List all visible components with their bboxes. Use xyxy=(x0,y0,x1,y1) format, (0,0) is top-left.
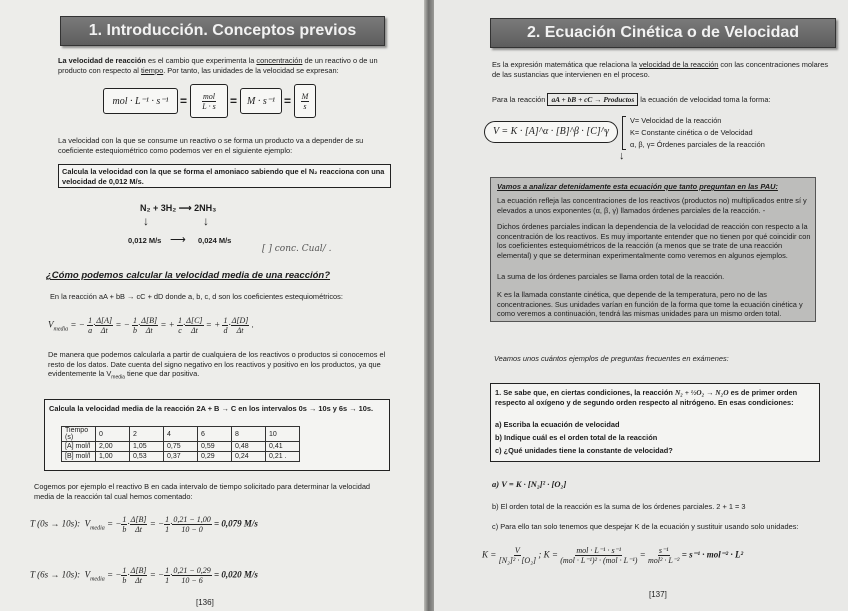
rate-n2: 0,012 M/s xyxy=(128,236,162,245)
legend-k: K= Constante cinética o de Velocidad xyxy=(630,128,753,137)
unit-box-4: M s xyxy=(294,84,316,118)
reaction-line: Para la reacción aA + bB + cC → Productos la ecuación de velocidad toma la forma: xyxy=(492,95,771,104)
book-gutter xyxy=(424,0,434,611)
unit-box-3: M · s⁻¹ xyxy=(240,88,282,114)
section-title-left: 1. Introducción. Conceptos previos xyxy=(60,16,385,46)
answer-a: a) V = K · [N₂]² · [O₂] xyxy=(492,479,567,489)
answer-b: b) El orden total de la reacción es la suma de los órdenes parciales. 2 + 1 = 3 xyxy=(492,502,746,511)
handwritten-note: [ ] conc. Cual/ . xyxy=(262,244,332,254)
equals-sign: = xyxy=(180,94,188,108)
reaction-equation: N₂ + 3H₂ ⟶ 2NH₃ xyxy=(140,203,217,213)
legend-v: V= Velocidad de la reacción xyxy=(630,116,722,125)
examples-intro: Veamos unos cuántos ejemplos de preguntas frecuentes en exámenes: xyxy=(494,354,729,363)
legend-orders: α, β, γ= Órdenes parciales de la reacción xyxy=(630,140,765,149)
unit-box-1: mol · L⁻¹ · s⁻¹ xyxy=(103,88,178,114)
equals-sign: = xyxy=(284,94,292,108)
table-row: [B] mol/l 1,00 0,53 0,37 0,29 0,24 0,21 . xyxy=(62,452,300,462)
vmedia-formula: $V_{media}$ = − $\frac{1}{a}$ · $\frac{\Delta[A]}{\Delta t}$ = − $\frac{1}{b}$ · $\frac{\Delta[B]}{\Delta t}$ = + $\frac{1}{c}$ · $\frac{\Delta[C]}{\Delta t}$ = + $\frac{1}{d}$ · $\frac{\Delta[D]}{\Delta t}$ . xyxy=(48,316,254,335)
page-number-left: [136] xyxy=(196,598,214,607)
unit-box-2: mol L · s xyxy=(190,84,228,118)
analysis-box: Vamos a analizar detenidamente esta ecuación que tanto preguntan en las PAU: La ecuación refleja las concentraciones de los reactivos (productos no) multiplicados entre sí y elevados a unos exponentes (α, β, γ) llamados órdenes parciales de la reacción. - Dichos órdenes parciales indican la dependencia de la velocidad de reacción con respecto a la concentración de los reactivos. Es muy importante entender que no tienen por qué coincidir con los coeficientes estequiométricos de la reacción (a menos que se trate de una reacción elemental) y que se determinan experimentalmente como veremos en algunos ejemplos. La suma de los órdenes parciales se llama orden total de la reacción. K es la llamada constante cinética, que depende de la temperatura, pero no de las concentraciones. Sus unidades varían en función de la forma que tome la ecuación cinética y como veremos a continuación, tendrá las mismas unidades para un mismo orden total. xyxy=(490,177,816,322)
page-number-right: [137] xyxy=(649,590,667,599)
equals-sign: = xyxy=(230,94,238,108)
arrow-right-icon: ⟶ xyxy=(170,234,186,246)
rate-nh3: 0,024 M/s xyxy=(198,236,232,245)
arrow-down-icon: ↓ xyxy=(203,214,209,228)
arrow-down-icon: ↓ xyxy=(143,214,149,228)
table-row: [A] mol/l 2,00 1,05 0,75 0,59 0,48 0,41 xyxy=(62,442,300,452)
calc-interval-1: T (0s → 10s): $V_{media}$ = − $\frac{1}{b}$ · $\frac{\Delta[B]}{\Delta t}$ = − $\frac{1}{1}$ · $\frac{0,21 - 1,00}{10 - 0}$ = 0,079 M/s xyxy=(30,515,258,534)
question-box: 1. Se sabe que, en ciertas condiciones, la reacción N₂ + ½O₂ → N₂O es de primer orden respecto al oxígeno y de segundo orden respecto al nitrógeno. En esas condiciones: a) Escriba la ecuación de velocidad b) Indique cuál es el orden total de la reacción c) ¿Qué unidades tiene la constante de velocidad? xyxy=(490,383,820,462)
paragraph-3: En la reacción aA + bB → cC + dD donde a, b, c, d son los coeficientes estequiométricos: xyxy=(50,292,343,301)
data-table xyxy=(61,426,300,462)
right-page xyxy=(434,0,848,611)
answer-c: c) Para ello tan solo tenemos que despejar K de la ecuación y sustituir usando solo unidades: xyxy=(492,522,799,531)
heading-velocidad-media: ¿Cómo podemos calcular la velocidad media de una reacción? xyxy=(46,270,331,281)
paragraph-2: La velocidad con la que se consume un reactivo o se forma un producto va a depender de su coeficiente estequiométrico como podemos ver en el siguiente ejemplo: xyxy=(58,136,364,155)
k-units-derivation: K = $\frac{V}{\text{[N₂]² · [O₂]}}$ ; K = mol · L⁻¹ · s⁻¹ (mol · L⁻¹)² · (mol · L⁻¹) = s⁻¹ mol² · L⁻² = s⁻¹ · mol⁻² · L² xyxy=(482,546,744,565)
example-box-2: Calcula la velocidad media de la reacción 2A + B → C en los intervalos 0s → 10s y 6s → 10s. Tiempo (s) 0 2 4 6 8 10 [A] mol/l 2,00 1,05 0,75 0,59 0,48 0,41 [B] mol/l 1,00 0,53 0,37 0,29 0,24 0,21 . xyxy=(44,399,390,471)
paragraph-5: Cogemos por ejemplo el reactivo B en cada intervalo de tiempo solicitado para determinar la velocidad media de la reacción tal cual hemos comentado: xyxy=(34,482,371,501)
table-row: Tiempo (s) 0 2 4 6 8 10 xyxy=(62,427,300,442)
rate-intro-paragraph: Es la expresión matemática que relaciona la velocidad de la reacción con las concentraciones molares de las sustancias que intervienen en el proceso. xyxy=(492,60,829,79)
legend-bracket xyxy=(622,116,626,150)
calc-interval-2: T (6s → 10s): $V_{media}$ = − $\frac{1}{b}$ · $\frac{\Delta[B]}{\Delta t}$ = − $\frac{1}{1}$ · $\frac{0,21 - 0,29}{10 - 6}$ = 0,020 M/s xyxy=(30,566,258,585)
paragraph-4: De manera que podemos calcularla a partir de cualquiera de los reactivos o productos si conocemos el resto de los datos. Date cuenta del signo negativo en los reactivos y positivo en los productos, ya que evidentemente la $V_{media}$ tiene que dar positiva. xyxy=(48,350,386,381)
section-title-right: 2. Ecuación Cinética o de Velocidad xyxy=(490,18,836,48)
rate-equation-oval: V = K · [A]^α · [B]^β · [C]^γ xyxy=(484,121,618,143)
example-box-1: Calcula la velocidad con la que se forma el amoniaco sabiendo que el N₂ reacciona con una velocidad de 0,012 M/s. xyxy=(58,164,391,188)
intro-paragraph: La velocidad de reacción es el cambio que experimenta la concentración de un reactivo o de un producto con respecto al tiempo. Por tanto, las unidades de la velocidad se expresan: xyxy=(58,56,378,75)
arrow-down-icon: ↓ xyxy=(619,150,625,162)
